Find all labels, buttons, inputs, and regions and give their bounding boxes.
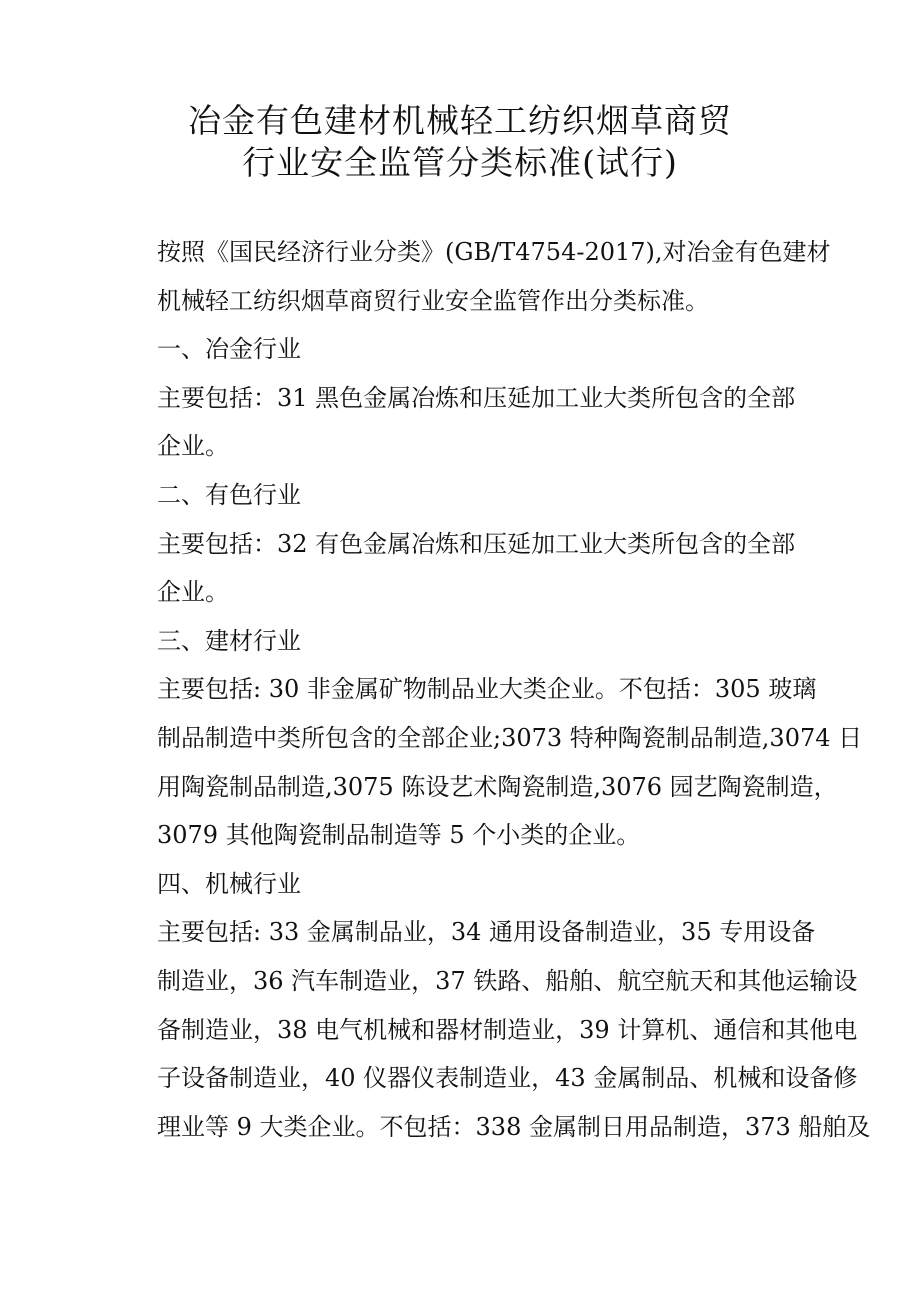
paragraph-line: 用陶瓷制品制造,3075 陈设艺术陶瓷制造,3076 园艺陶瓷制造，	[157, 772, 838, 801]
section-paragraph-building-materials	[109, 665, 863, 859]
paragraph-line: 主要包括：31 黑色金属冶炼和压延加工业大类所包含的全部	[157, 383, 796, 412]
paragraph-line: 理业等 9 大类企业。不包括：338 金属制日用品制造，373 船舶及	[157, 1112, 871, 1141]
paragraph-line: 企业。	[157, 578, 229, 607]
intro-line: 按照《国民经济行业分类》(GB/T4754-2017),对冶金有色建材	[157, 238, 831, 266]
intro-paragraph	[109, 228, 831, 325]
document-body	[109, 228, 871, 1151]
paragraph-line: 子设备制造业，40 仪器仪表制造业，43 金属制品、机械和设备修	[157, 1064, 858, 1093]
paragraph-line: 制品制造中类所包含的全部企业;3073 特种陶瓷制品制造,3074 日	[157, 723, 863, 752]
section-paragraph-machinery	[109, 908, 871, 1151]
section-paragraph-metallurgy	[109, 374, 814, 471]
paragraph-line: 制造业，36 汽车制造业，37 铁路、船舶、航空航天和其他运输设	[157, 966, 858, 995]
section-heading-nonferrous: 二、有色行业	[157, 480, 301, 509]
document-title-line-1: 冶金有色建材机械轻工纺织烟草商贸	[188, 101, 732, 140]
section-heading-machinery: 四、机械行业	[157, 869, 301, 898]
intro-line: 机械轻工纺织烟草商贸行业安全监管作出分类标准。	[157, 286, 709, 315]
paragraph-line: 备制造业，38 电气机械和器材制造业，39 计算机、通信和其他电	[157, 1015, 858, 1044]
paragraph-line: 3079 其他陶瓷制品制造等 5 个小类的企业。	[157, 821, 641, 850]
paragraph-line: 企业。	[157, 432, 229, 461]
paragraph-line: 主要包括: 30 非金属矿物制品业大类企业。不包括：305 玻璃	[157, 675, 817, 704]
section-paragraph-nonferrous	[109, 520, 814, 617]
document-title-line-2: 行业安全监管分类标准(试行)	[242, 143, 678, 182]
section-heading-metallurgy: 一、冶金行业	[157, 335, 301, 364]
paragraph-line: 主要包括：32 有色金属冶炼和压延加工业大类所包含的全部	[157, 529, 796, 558]
paragraph-line: 主要包括: 33 金属制品业，34 通用设备制造业，35 专用设备	[157, 918, 816, 947]
section-heading-building-materials: 三、建材行业	[157, 626, 301, 655]
